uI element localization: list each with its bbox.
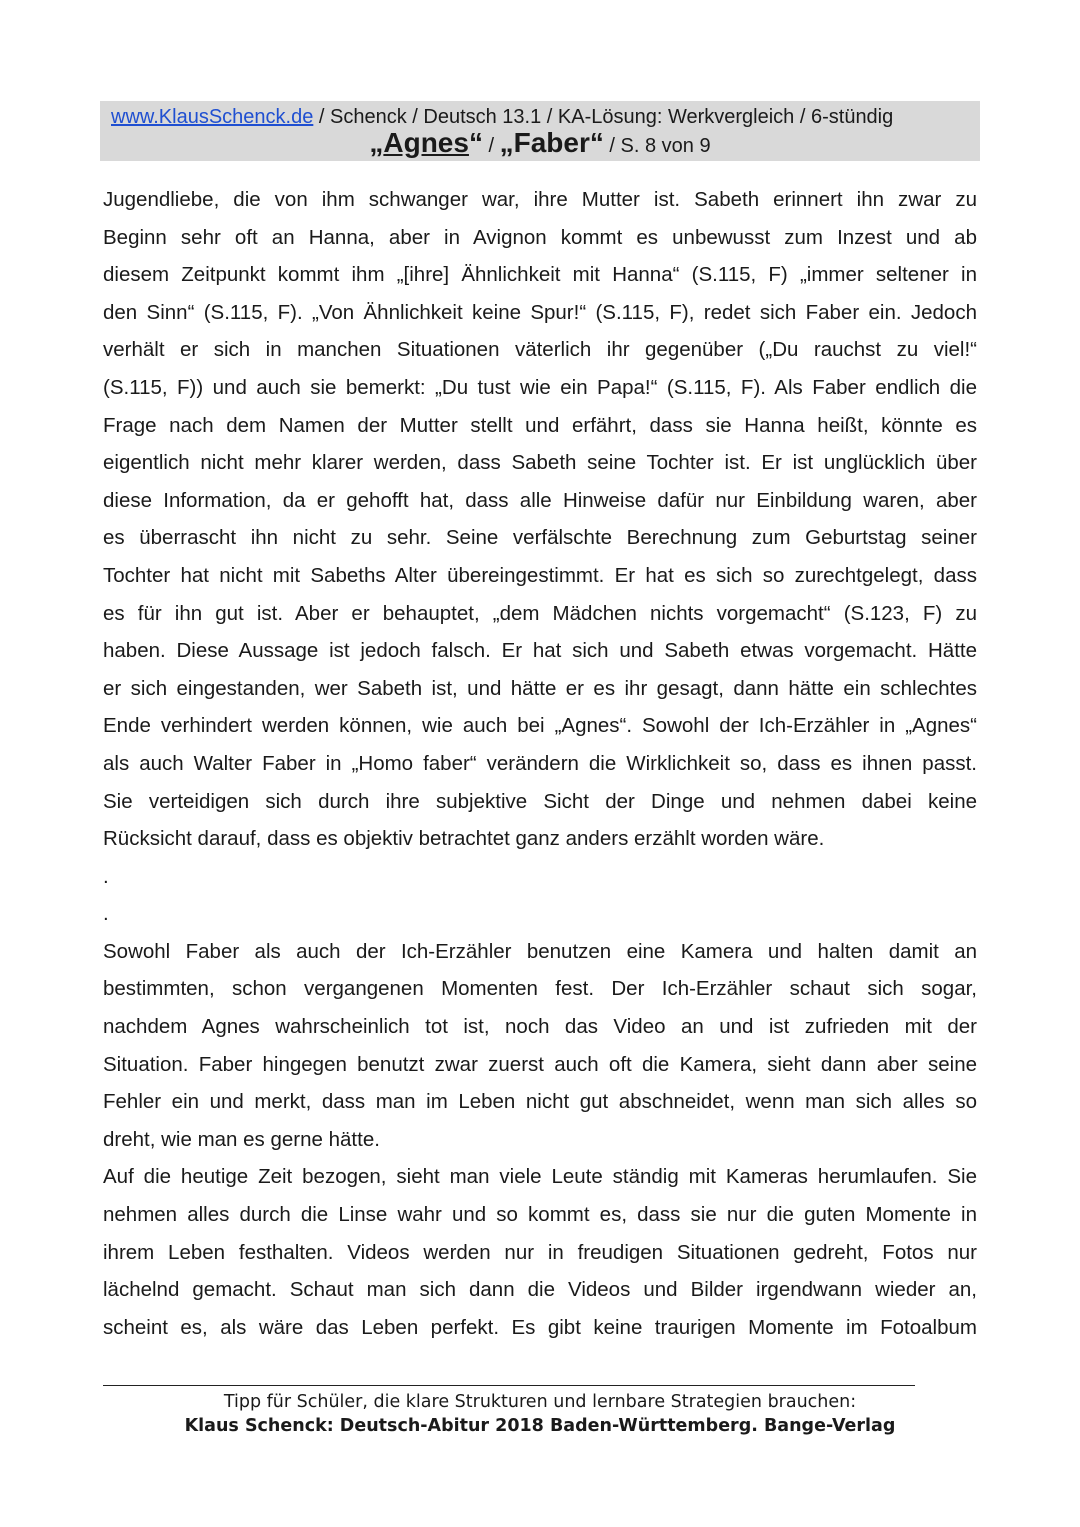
text-line: bestimmten, schon vergangenen Momenten fest. Der Ich-Erzähler schaut sich sogar, <box>103 977 977 1001</box>
dot-separator: . <box>103 902 109 926</box>
paragraph-2 <box>103 933 977 1159</box>
text-line: Situation. Faber hingegen benutzt zwar zuerst auch oft die Kamera, sieht dann aber seine <box>103 1052 977 1076</box>
text-line: Beginn sehr oft an Hanna, aber in Avignon kommt es unbewusst zum Inzest und ab <box>103 225 977 249</box>
title-quote-open: „ <box>369 127 384 158</box>
text-line: diesem Zeitpunkt kommt ihm „[ihre] Ähnlichkeit mit Hanna“ (S.115, F) „immer seltener in <box>103 263 977 287</box>
text-line: er sich eingestanden, wer Sabeth ist, und hätte er es ihr gesagt, dann hätte ein schlechtes <box>103 676 977 700</box>
text-line: Tochter hat nicht mit Sabeths Alter übereingestimmt. Er hat es sich so zurechtgelegt, dass <box>103 563 977 587</box>
text-line: verhält er sich in manchen Situationen väterlich ihr gegenüber („Du rauchst zu viel!“ <box>103 338 977 362</box>
text-line: Frage nach dem Namen der Mutter stellt und erfährt, dass sie Hanna heißt, könnte es <box>103 413 977 437</box>
website-link[interactable]: www.KlausSchenck.de <box>111 106 314 128</box>
text-line: Rücksicht darauf, dass es objektiv betrachtet ganz anders erzählt worden wäre. <box>103 827 825 851</box>
title-separator: / <box>482 135 500 157</box>
text-line: den Sinn“ (S.115, F). „Von Ähnlichkeit keine Spur!“ (S.115, F), redet sich Faber ein. Jedoch <box>103 300 977 324</box>
text-line: dreht, wie man es gerne hätte. <box>103 1127 380 1151</box>
dot-separator: . <box>103 864 109 888</box>
title-faber: „Faber“ <box>499 127 604 158</box>
page-indicator: / S. 8 von 9 <box>603 135 711 157</box>
header-meta-line <box>111 105 893 129</box>
text-line: Ende verhindert werden können, wie auch bei „Agnes“. Sowohl der Ich-Erzähler in „Agnes“ <box>103 714 977 738</box>
text-line: eigentlich nicht mehr klarer werden, dass Sabeth seine Tochter ist. Er ist unglücklich über <box>103 451 977 475</box>
header-bar <box>100 101 980 161</box>
text-line: scheint es, als wäre das Leben perfekt. Es gibt keine traurigen Momente im Fotoalbum <box>103 1315 977 1339</box>
text-line: nehmen alles durch die Linse wahr und so kommt es, dass sie nur die guten Momente in <box>103 1203 977 1227</box>
title-agnes: Agnes <box>383 127 469 158</box>
paragraph-1 <box>103 181 977 858</box>
text-line: Sie verteidigen sich durch ihre subjektive Sicht der Dinge und nehmen dabei keine <box>103 789 977 813</box>
title-quote-close: “ <box>468 127 483 158</box>
text-line: diese Information, da er gehofft hat, dass alle Hinweise dafür nur Einbildung waren, aber <box>103 488 977 512</box>
text-line: als auch Walter Faber in „Homo faber“ verändern die Wirklichkeit so, dass es ihnen passt. <box>103 751 977 775</box>
text-line: Auf die heutige Zeit bezogen, sieht man viele Leute ständig mit Kameras herumlaufen. Sie <box>103 1165 977 1189</box>
text-line: nachdem Agnes wahrscheinlich tot ist, noch das Video an und ist zufrieden mit der <box>103 1015 977 1039</box>
text-line: lächelnd gemacht. Schaut man sich dann die Videos und Bilder irgendwann wieder an, <box>103 1278 977 1302</box>
text-line: es überrascht ihn nicht zu sehr. Seine verfälschte Berechnung zum Geburtstag seiner <box>103 526 977 550</box>
text-line: Fehler ein und merkt, dass man im Leben nicht gut abschneidet, wenn man sich alles so <box>103 1090 977 1114</box>
paragraph-3 <box>103 1158 977 1346</box>
header-meta: / Schenck / Deutsch 13.1 / KA-Lösung: Werkvergleich / 6-stündig <box>313 106 894 128</box>
body-text <box>103 181 977 1346</box>
footer-book-reference: Klaus Schenck: Deutsch-Abitur 2018 Baden-Württemberg. Bange-Verlag <box>184 1416 896 1436</box>
text-line: (S.115, F)) und auch sie bemerkt: „Du tust wie ein Papa!“ (S.115, F). Als Faber endlich die <box>103 375 977 399</box>
text-line: Jugendliebe, die von ihm schwanger war, ihre Mutter ist. Sabeth erinnert ihn zwar zu <box>103 188 977 211</box>
document-title <box>100 128 980 161</box>
text-line: Sowohl Faber als auch der Ich-Erzähler benutzen eine Kamera und halten damit an <box>103 939 977 963</box>
footer-divider <box>103 1385 915 1386</box>
footer-tip: Tipp für Schüler, die klare Strukturen und lernbare Strategien brauchen: <box>223 1392 857 1412</box>
text-line: haben. Diese Aussage ist jedoch falsch. Er hat sich und Sabeth etwas vorgemacht. Hätte <box>103 639 977 663</box>
text-line: es für ihn gut ist. Aber er behauptet, „dem Mädchen nichts vorgemacht“ (S.123, F) zu <box>103 601 977 625</box>
text-line: ihrem Leben festhalten. Videos werden nur in freudigen Situationen gedreht, Fotos nur <box>103 1240 977 1264</box>
